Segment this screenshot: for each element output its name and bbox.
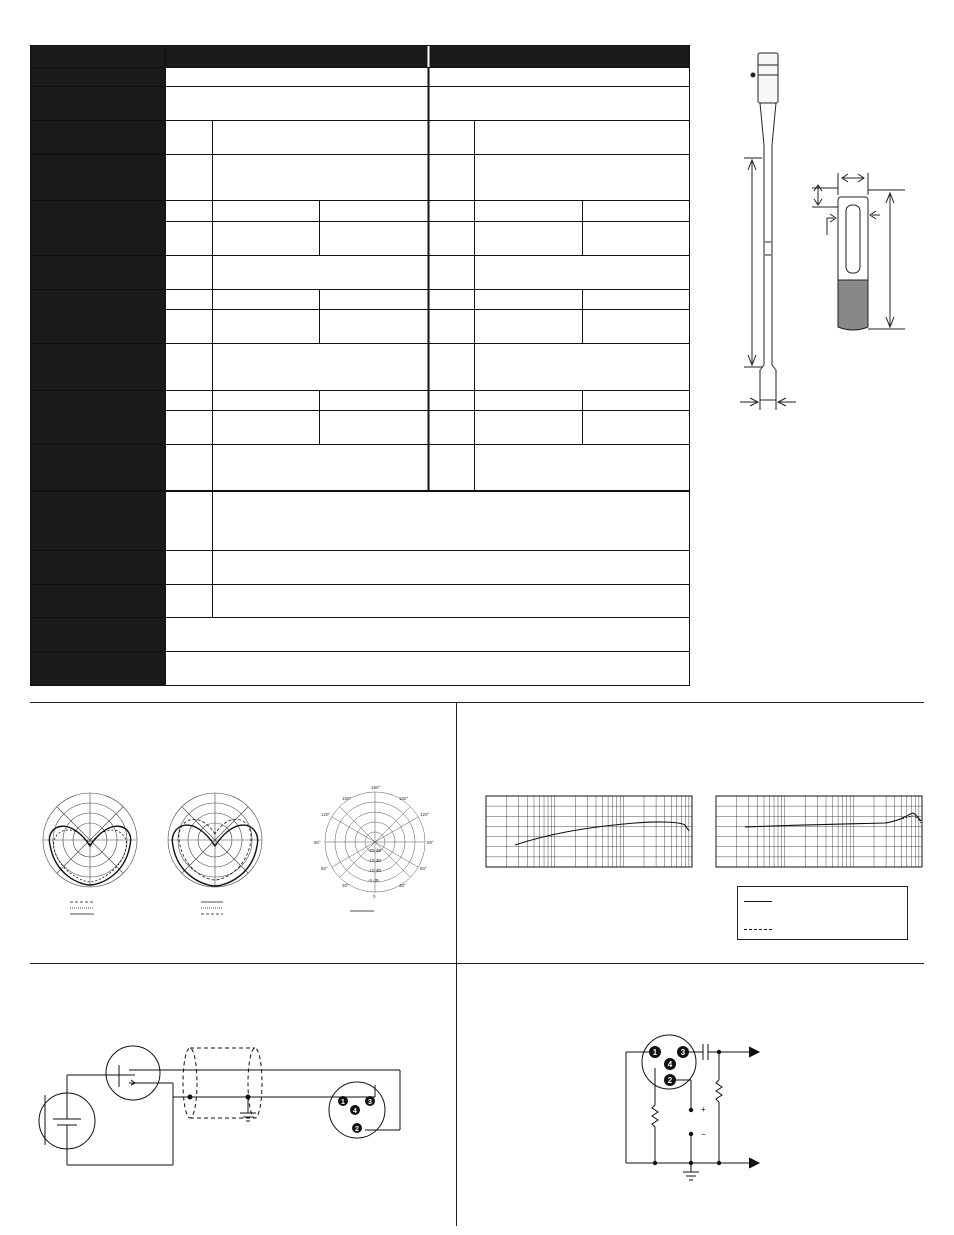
pin-4-label: 4 <box>353 1108 357 1115</box>
wiring-schematic <box>35 1035 415 1170</box>
pin-1-label: 1 <box>341 1099 345 1106</box>
polar-angle-120-right: 120° <box>420 812 430 817</box>
spec-table <box>0 0 700 700</box>
pin-4-label-right: 4 <box>667 1060 673 1069</box>
polar-angle-150-right: 150° <box>399 796 409 801</box>
pin-2-label: 2 <box>355 1126 359 1133</box>
polar-angle-30-right: 30° <box>399 883 406 888</box>
polar-angle-90-left: 90° <box>314 840 321 845</box>
polar-angle-0: 0 <box>373 894 376 899</box>
polar-pattern-2 <box>165 790 275 920</box>
polar-angle-30-left: 30° <box>342 883 349 888</box>
section-divider-vertical <box>456 702 457 1226</box>
legend-dashed-line <box>744 929 772 930</box>
polar-scale-legend <box>310 780 440 915</box>
microphone-dimension-drawing <box>730 45 930 425</box>
polar-angle-90-right: 90° <box>427 840 434 845</box>
legend-solid-line <box>744 901 772 902</box>
polar-ring-15: -15 dB <box>368 858 382 863</box>
frequency-response-graph-1 <box>485 795 695 870</box>
section-divider-horizontal-1 <box>30 702 924 703</box>
frequency-response-graph-2 <box>715 795 925 870</box>
polar-ring-20: -20 dB <box>368 848 382 853</box>
polar-angle-120-left: 120° <box>321 812 331 817</box>
section-divider-horizontal-2 <box>30 963 924 964</box>
minus-label: − <box>701 1130 706 1139</box>
frequency-legend-box <box>737 886 908 940</box>
polar-angle-60-right: 60° <box>420 866 427 871</box>
polar-ring-5: -5 dB <box>368 878 379 883</box>
polar-angle-180: 180° <box>371 785 381 790</box>
plus-label: + <box>701 1105 706 1114</box>
pin-2-label-right: 2 <box>667 1076 673 1085</box>
polar-angle-60-left: 60° <box>321 866 328 871</box>
pin-1-label-right: 1 <box>652 1048 658 1057</box>
polar-angle-150-left: 150° <box>342 796 352 801</box>
polar-pattern-1 <box>40 790 150 920</box>
pin-3-label-right: 3 <box>680 1048 686 1057</box>
power-schematic <box>615 1030 775 1185</box>
polar-ring-10: -10 dB <box>368 868 382 873</box>
pin-3-label: 3 <box>368 1099 372 1106</box>
